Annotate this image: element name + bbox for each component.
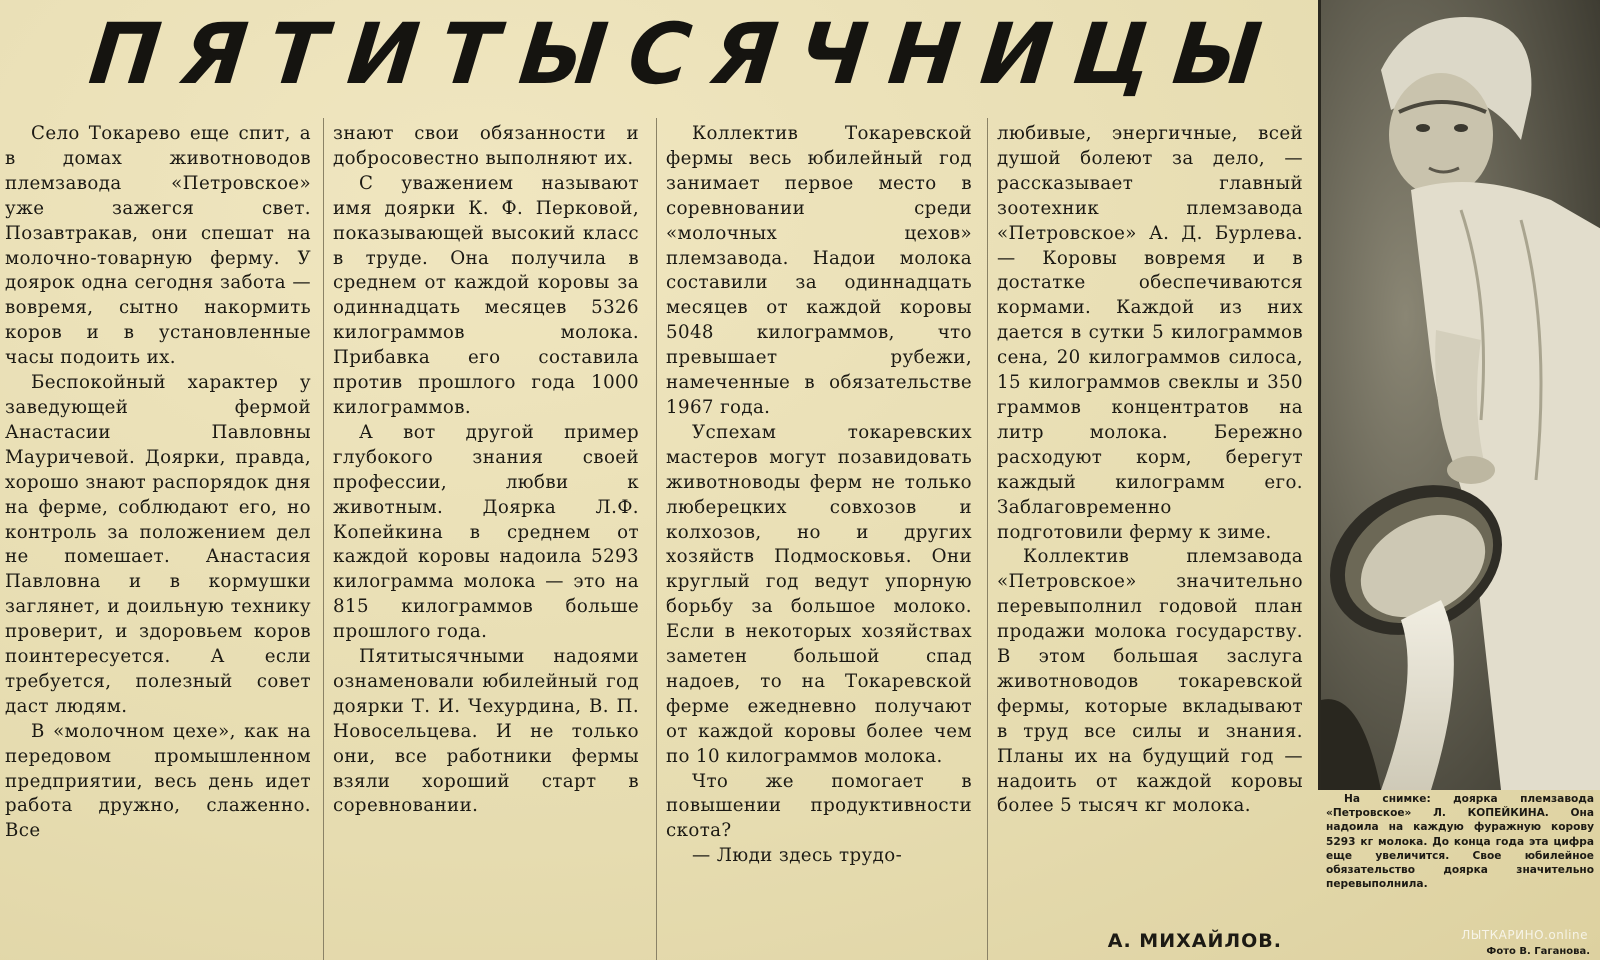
article-headline: ПЯТИТЫСЯЧНИЦЫ [84,5,1288,103]
photo-caption: На снимке: доярка племзавода «Петровское» Л. КОПЕЙКИНА. Она надоила на каждую фуражную корову 5293 кг молока. До конца года эта цифра еще увеличится. Свое юбилейное обязательство доярка значительно перевыполнила. [1326,793,1594,891]
paragraph: Что же помогает в повышении продуктивности скота? [666,770,972,842]
photo-milkmaid-icon [1321,0,1600,790]
paragraph: Успехам токаревских мастеров могут позавидовать животноводы ферм не только люберецких совхозов и колхозов, но и других хозяйств Подмосковья. Они круглый год ведут упорную борьбу за большое молоко. Если в некоторых хозяйствах заметен большой спад надоев, то на Токаревской ферме ежедневно получают от каждой коровы более чем по 10 килограммов молока. [666,421,972,767]
column-divider [656,118,657,960]
paragraph: А вот другой пример глубокого знания своей профессии, любви к животным. Доярка Л.Ф. Копейкина в среднем от каждой коровы надоила 5293 килограмма молока — это на 815 килограммов больше прошлого года. [333,421,639,643]
paragraph: Село Токарево еще спит, а в домах животноводов племзавода «Петровское» уже зажегся свет. Позавтракав, они спешат на молочно-товарную ферму. У доярок одна сегодня забота — вовремя, сытно накормить коров и в установленные часы подоить их. [5,123,311,369]
column-divider [323,118,324,960]
article-column-2 [333,122,639,819]
paragraph: любивые, энергичные, всей душой болеют за дело, — рассказывает главный зоотехник племзавода «Петровское» А. Д. Бурлева. — Коровы вовремя и в достатке обеспечиваются кормами. Каждой из них дается в сутки 5 килограммов сена, 20 килограммов силоса, 15 килограммов свеклы и 350 граммов концентратов на литр молока. Бережно расходуют корм, берегут каждый килограмм его. Заблаговременно подготовили ферму к зиме. [997,123,1303,543]
paragraph: Коллектив Токаревской фермы весь юбилейный год занимает первое место в соревновании среди «молочных цехов» племзавода. Надои молока составили за одиннадцать месяцев от каждой коровы 5048 килограммов, что превышает рубежи, намеченные в обязательстве 1967 года. [666,123,972,418]
article-column-4 [997,122,1303,819]
paragraph: Беспокойный характер у заведующей фермой Анастасии Павловны Мауричевой. Доярки, правда, хорошо знают распорядок дня на ферме, соблюдают его, но контроль за положением дел не помешает. Анастасия Павловна и в кормушки заглянет, и доильную технику проверит, и здоровьем коров поинтересуется. А если требуется, полезный совет даст людям. [5,372,311,717]
photo-milkmaid [1318,0,1600,790]
article-column-1 [5,122,311,844]
paragraph: Коллектив племзавода «Петровское» значительно перевыполнил годовой план продажи молока государству. В этом большая заслуга животноводов токаревской фермы, которые вкладывают в труд все силы и знания. Планы их на будущий год — надоить от каждой коровы более 5 тысяч кг молока. [997,546,1303,817]
watermark: ЛЫТКАРИНО.online [1461,928,1588,942]
paragraph: В «молочном цехе», как на передовом промышленном предприятии, весь день идет работа дружно, слаженно. Все [5,720,311,842]
paragraph: Пятитысячными надоями ознаменовали юбилейный год доярки Т. И. Чехурдина, В. П. Новосельцева. И не только они, все работники фермы взяли хороший старт в соревновании. [333,646,639,817]
paragraph: — Люди здесь трудо- [692,845,903,867]
author-signature: А. МИХАЙЛОВ. [1107,930,1282,952]
column-divider [987,118,988,960]
paragraph: С уважением называют имя доярки К. Ф. Перковой, показывающей высокий класс в труде. Она получила в среднем от каждой коровы за одиннадцать месяцев 5326 килограммов молока. Прибавка его составила против прошлого года 1000 килограммов. [333,172,639,418]
photo-credit: Фото В. Гаганова. [1486,946,1590,957]
article-column-3 [666,122,972,869]
paragraph: знают свои обязанности и добросовестно выполняют их. [333,123,639,169]
